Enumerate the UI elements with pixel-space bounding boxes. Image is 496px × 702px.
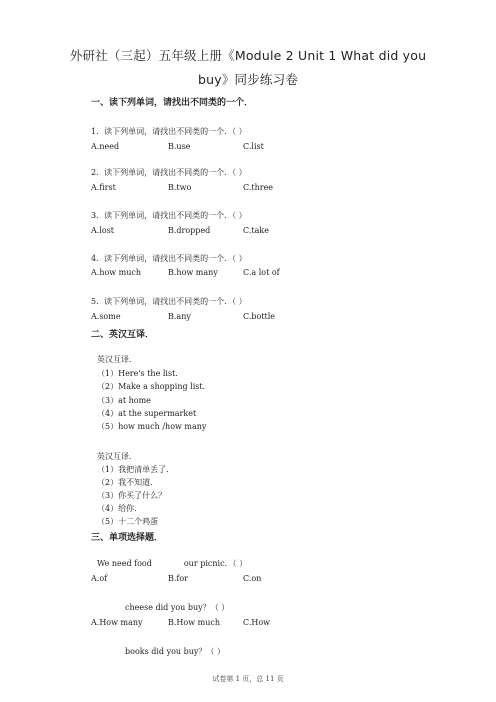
question-prompt: 2．读下列单词，请找出不同类的一个．（ ） — [91, 168, 247, 177]
option-c: C.bottle — [243, 312, 276, 321]
option-a: A.first — [91, 183, 116, 192]
translation-group-label: 英汉互译． — [97, 355, 137, 364]
option-c: C.three — [243, 183, 274, 192]
section-2-heading: 二、英汉互译． — [91, 330, 155, 340]
translation-item: （5）how much /how many — [97, 422, 207, 431]
option-a: A.need — [91, 142, 120, 151]
page-footer: 试卷第 1 页，总 11 页 — [212, 675, 284, 683]
stem-after-blank: our picnic．（ ） — [183, 559, 248, 568]
option-b: B.for — [168, 574, 189, 583]
translation-item: （4）at the supermarket — [97, 409, 197, 418]
question-stem: books did you buy？（ ） — [125, 647, 225, 656]
question-prompt: 5．读下列单词，请找出不同类的一个．（ ） — [91, 297, 247, 306]
option-b: B.how many — [168, 268, 218, 277]
option-a: A.How many — [91, 618, 143, 627]
option-b: B.two — [168, 183, 192, 192]
document-title-line-2: buy》同步练习卷 — [197, 72, 299, 87]
translation-item: （1）我把清单丢了． — [97, 465, 175, 474]
question-prompt: 1．读下列单词，请找出不同类的一个．（ ） — [91, 127, 247, 136]
translation-item: （3）at home — [97, 396, 151, 405]
option-c: C.list — [243, 142, 264, 151]
document-title-line-1: 外研社（三起）五年级上册《Module 2 Unit 1 What did you — [69, 48, 427, 63]
stem-before-blank: We need food — [97, 559, 152, 568]
option-b: B.use — [168, 142, 191, 151]
option-c: C.How — [243, 618, 271, 627]
option-c: C.on — [243, 574, 262, 583]
translation-item: （3）你买了什么？ — [97, 491, 167, 500]
translation-item: （5）十二个鸡蛋 — [97, 517, 159, 526]
translation-item: （1）Here's the list． — [97, 369, 184, 378]
option-c: C.a lot of — [243, 268, 280, 277]
option-a: A.how much — [91, 268, 142, 277]
option-a: A.some — [91, 312, 121, 321]
option-b: B.How much — [168, 618, 220, 627]
question-stem — [97, 558, 247, 569]
section-3-heading: 三、单项选择题． — [91, 533, 164, 543]
option-b: B.any — [168, 312, 191, 321]
question-prompt: 3．读下列单词，请找出不同类的一个．（ ） — [91, 211, 247, 220]
question-stem: cheese did you buy？（ ） — [125, 603, 230, 612]
option-c: C.take — [243, 226, 269, 235]
translation-item: （2）我不知道． — [97, 478, 159, 487]
section-1-heading: 一、读下列单词，请找出不同类的一个． — [91, 98, 254, 108]
translation-item: （4）给你． — [97, 504, 143, 513]
question-prompt: 4．读下列单词，请找出不同类的一个．（ ） — [91, 254, 247, 263]
translation-group-label: 英汉互译． — [97, 452, 137, 461]
translation-item: （2）Make a shopping list． — [97, 382, 211, 391]
option-b: B.dropped — [168, 226, 211, 235]
option-a: A.lost — [91, 226, 115, 235]
option-a: A.of — [91, 574, 108, 583]
